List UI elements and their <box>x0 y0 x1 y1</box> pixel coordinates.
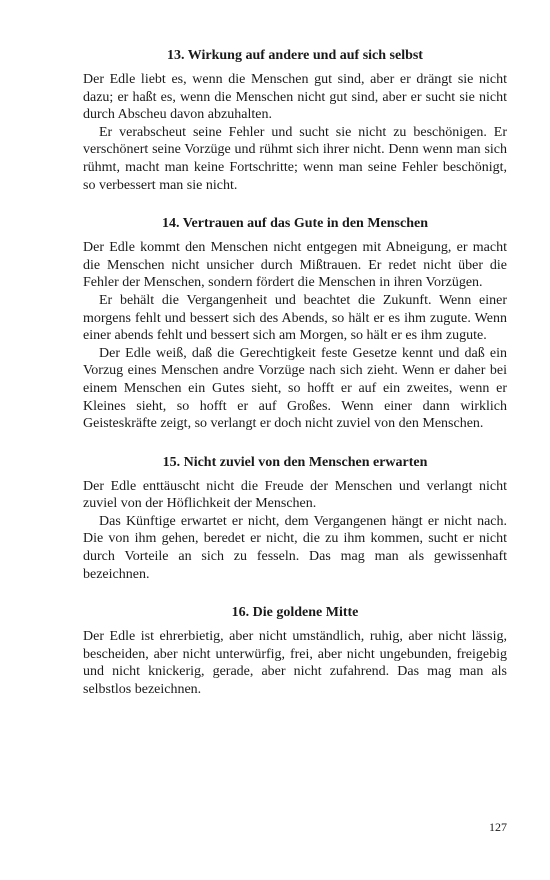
section-16 <box>83 604 507 698</box>
page-body <box>83 47 507 699</box>
section-heading: 15. Nicht zuviel von den Menschen erwarten <box>162 454 428 470</box>
paragraph: Der Edle weiß, daß die Gerechtigkeit feste Gesetze kennt und daß ein Vorzug eines Menschen andre Vorzüge nach sich zieht. Wenn er daher bei einem Menschen ein Gutes sieht, so hofft er auf ein zweites, wenn er Kleines sieht, so hofft er auf Großes. Wenn einer dann wirklich Geisteskräfte zeigt, so verlangt er doch nicht zuviel von den Menschen. <box>83 345 507 432</box>
section-13 <box>83 47 507 194</box>
section-heading: 14. Vertrauen auf das Gute in den Menschen <box>161 216 429 232</box>
section-spacer <box>83 433 507 454</box>
section-15 <box>83 454 507 584</box>
paragraph: Das Künftige erwartet er nicht, dem Vergangenen hängt er nicht nach. Die von ihm gehen, beredet er nicht, die zu ihm kommen, sucht er nicht durch Vorteile an sich zu fesseln. Das mag man als gewissenhaft bezeichnen. <box>83 513 507 582</box>
section-heading: 13. Wirkung auf andere und auf sich selbst <box>167 48 423 63</box>
section-heading: 16. Die goldene Mitte <box>231 605 359 621</box>
section-14 <box>83 215 507 433</box>
paragraph: Der Edle kommt den Menschen nicht entgegen mit Abneigung, er macht die Menschen nicht unsicher durch Mißtrauen. Er redet nicht über die Fehler der Menschen, sondern fördert die Menschen in ihren Vorzügen. <box>83 240 507 291</box>
paragraph: Der Edle liebt es, wenn die Menschen gut sind, aber er drängt sie nicht dazu; er haßt es, wenn die Menschen nicht gut sind, aber er sucht sie nicht durch Abscheu davon abzuhalten. <box>83 72 507 123</box>
section-spacer <box>83 583 507 604</box>
page-number: 127 <box>489 820 507 834</box>
paragraph: Er behält die Vergangenheit und beachtet die Zukunft. Wenn einer morgens fehlt und bessert sich des Abends, so hält er es ihm zugute. Wenn einer abends fehlt und bessert sich am Morgen, so hält er es ihm zugute. <box>83 292 507 344</box>
paragraph: Er verabscheut seine Fehler und sucht sie nicht zu beschönigen. Er verschönert seine Vorzüge und rühmt sich ihrer nicht. Denn wenn man sich rühmt, macht man keine Fortschritte; wenn man seine Fehler beschönigt, so verbessert man sie nicht. <box>83 124 507 193</box>
paragraph: Der Edle ist ehrerbietig, aber nicht umständlich, ruhig, aber nicht lässig, bescheiden, aber nicht unterwürfig, frei, aber nicht ungebunden, freigebig und nicht knickerig, gerade, aber nicht zufahrend. Das mag man als selbstlos bezeichnen. <box>83 629 507 698</box>
paragraph: Der Edle enttäuscht nicht die Freude der Menschen und verlangt nicht zuviel von der Höflichkeit der Menschen. <box>83 478 507 512</box>
section-spacer <box>83 194 507 215</box>
